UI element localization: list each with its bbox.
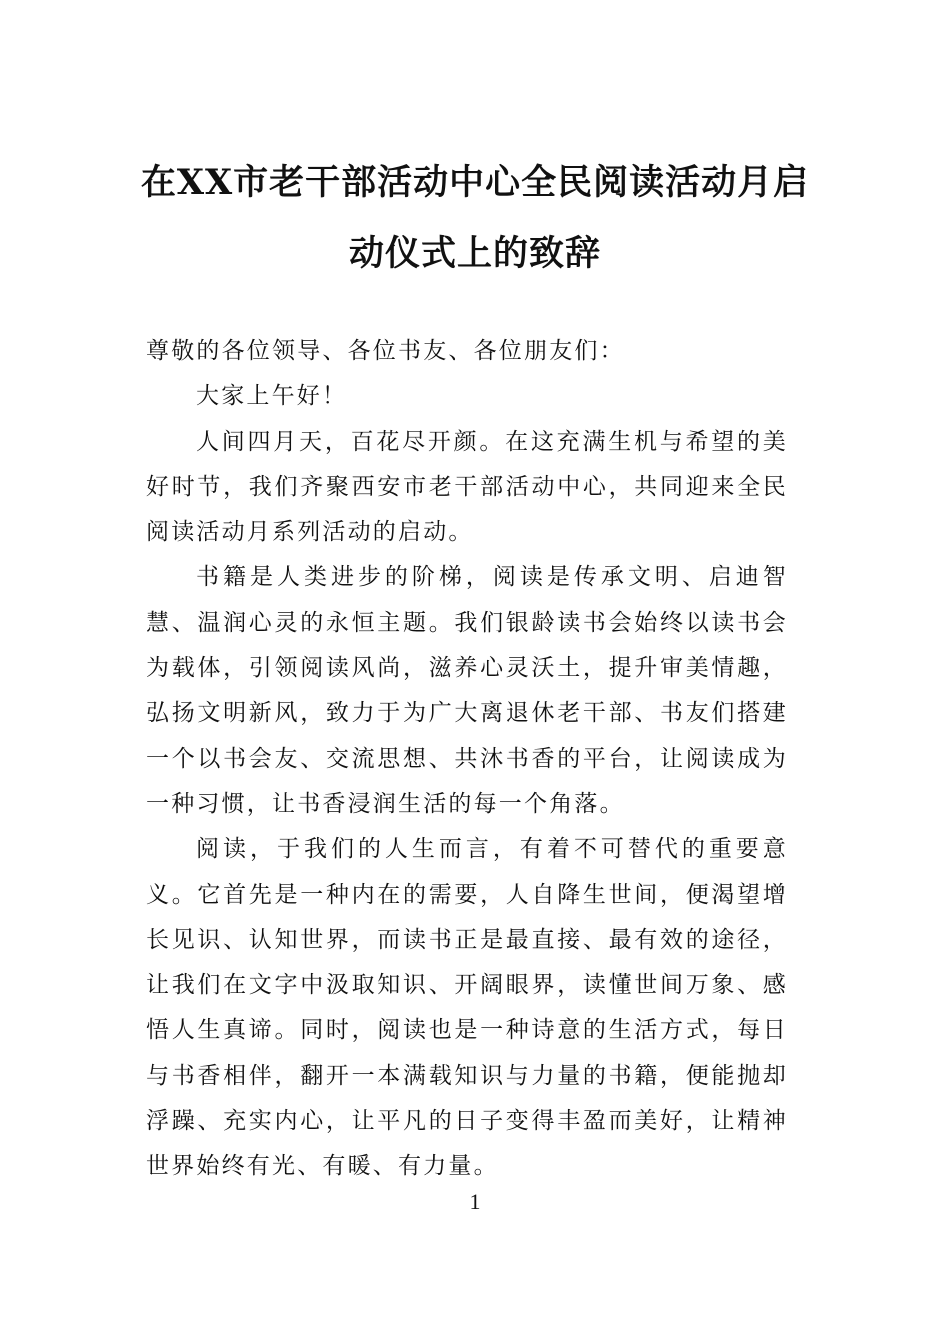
page-number: 1 — [469, 1189, 481, 1214]
paragraph-3: 阅读，于我们的人生而言，有着不可替代的重要意义。它首先是一种内在的需要，人自降生世间，便渴望增长见识、认知世界，而读书正是最直接、最有效的途径，让我们在文字中汲取知识、开阔眼界，读懂世间万象、感悟人生真谛。同时，阅读也是一种诗意的生活方式，每日与书香相伴，翻开一本满载知识与力量的书籍，便能抛却浮躁、充实内心，让平凡的日子变得丰盈而美好，让精神世界始终有光、有暖、有力量。 — [146, 836, 788, 1180]
greeting: 大家上午好！ — [196, 383, 348, 410]
paragraph-2: 书籍是人类进步的阶梯，阅读是传承文明、启迪智慧、温润心灵的永恒主题。我们银龄读书会始终以读书会为载体，引领阅读风尚，滋养心灵沃土，提升审美情趣，弘扬文明新风，致力于为广大离退休老干部、书友们搭建一个以书会友、交流思想、共沐书香的平台，让阅读成为一种习惯，让书香浸润生活的每一个角落。 — [146, 564, 788, 817]
document-title-line-1: 在XX市老干部活动中心全民阅读活动月启 — [140, 162, 810, 203]
salutation: 尊敬的各位领导、各位书友、各位朋友们： — [146, 338, 625, 364]
document-body — [146, 329, 788, 1190]
paragraph-1: 人间四月天，百花尽开颜。在这充满生机与希望的美好时节，我们齐聚西安市老干部活动中心，共同迎来全民阅读活动月系列活动的启动。 — [146, 428, 788, 546]
document-title-line-2: 动仪式上的致辞 — [348, 233, 601, 274]
